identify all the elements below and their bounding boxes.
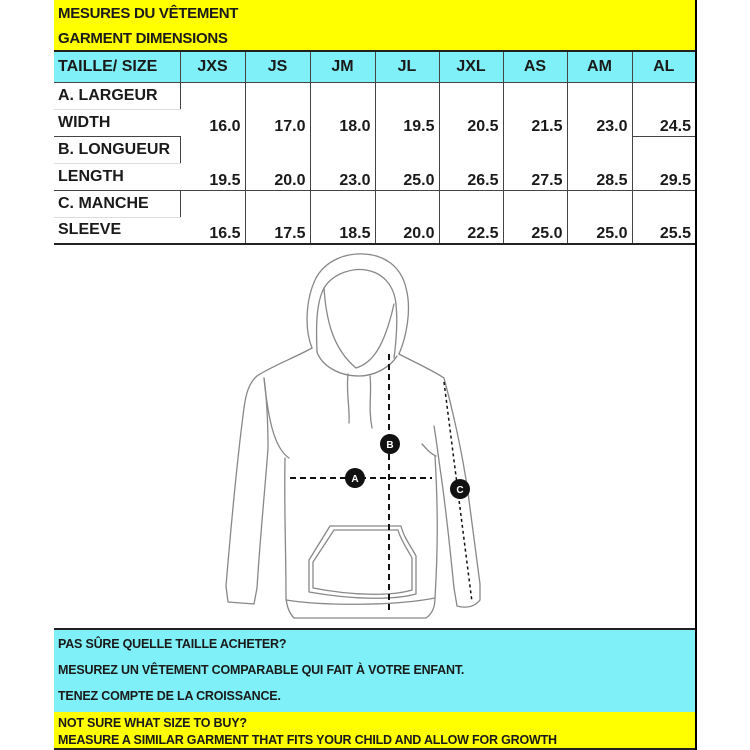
value-cell: 25.0 (567, 190, 632, 244)
value-cell: 16.5 (180, 190, 245, 244)
marker-b-label: B (386, 440, 394, 451)
header-size-label: TAILLE/ SIZE (54, 52, 180, 82)
value-cell: 17.0 (245, 82, 310, 136)
value-cell: 27.5 (503, 136, 567, 190)
value-cell: 23.0 (310, 136, 375, 190)
value-cell: 26.5 (439, 136, 503, 190)
size-chart (54, 0, 697, 750)
table-row-length-fr (54, 136, 695, 163)
note-french (54, 630, 695, 712)
header-size: JXL (439, 52, 503, 82)
row-label-en: WIDTH (54, 109, 180, 136)
value-cell: 29.5 (632, 136, 695, 190)
note-fr-line: TENEZ COMPTE DE LA CROISSANCE. (58, 689, 281, 703)
table-row-width-fr (54, 82, 695, 109)
table-header-row (54, 52, 695, 82)
value-cell: 17.5 (245, 190, 310, 244)
value-cell: 23.0 (567, 82, 632, 136)
title-french: MESURES DU VÊTEMENT (58, 5, 239, 22)
table-row-sleeve-fr (54, 190, 695, 217)
value-cell: 25.0 (375, 136, 439, 190)
row-label-en: SLEEVE (54, 217, 180, 244)
value-cell: 19.5 (375, 82, 439, 136)
note-fr-line: MESUREZ UN VÊTEMENT COMPARABLE QUI FAIT À VOTRE ENFANT. (58, 663, 465, 677)
header-size: JL (375, 52, 439, 82)
marker-c (450, 479, 470, 499)
value-cell: 18.0 (310, 82, 375, 136)
note-en-line: NOT SURE WHAT SIZE TO BUY? (58, 716, 247, 730)
value-cell: 16.0 (180, 82, 245, 136)
marker-a (345, 468, 365, 488)
header-size: AS (503, 52, 567, 82)
value-cell: 21.5 (503, 82, 567, 136)
note-en-line: MEASURE A SIMILAR GARMENT THAT FITS YOUR CHILD AND ALLOW FOR GROWTH (58, 733, 557, 747)
note-fr-line: PAS SÛRE QUELLE TAILLE ACHETER? (58, 637, 287, 651)
value-cell: 20.0 (245, 136, 310, 190)
note-english (54, 712, 695, 750)
row-label-fr: C. MANCHE (54, 190, 180, 217)
value-cell: 18.5 (310, 190, 375, 244)
marker-a-label: A (351, 474, 359, 485)
marker-c-label: C (456, 485, 464, 496)
value-cell: 20.0 (375, 190, 439, 244)
header-size: JXS (180, 52, 245, 82)
hoodie-diagram (54, 248, 695, 630)
row-label-en: LENGTH (54, 163, 180, 190)
value-cell: 25.0 (503, 190, 567, 244)
value-cell: 28.5 (567, 136, 632, 190)
header-size: AM (567, 52, 632, 82)
title-band (54, 0, 695, 52)
value-cell: 20.5 (439, 82, 503, 136)
hoodie-outline-icon (54, 248, 695, 628)
size-table (54, 52, 695, 245)
header-size: JM (310, 52, 375, 82)
value-cell: 22.5 (439, 190, 503, 244)
row-label-fr: B. LONGUEUR (54, 136, 180, 163)
title-english: GARMENT DIMENSIONS (58, 30, 228, 47)
header-size: AL (632, 52, 695, 82)
row-label-fr: A. LARGEUR (54, 82, 180, 109)
value-cell: 19.5 (180, 136, 245, 190)
value-cell: 24.5 (632, 82, 695, 136)
marker-b (380, 434, 400, 454)
header-size: JS (245, 52, 310, 82)
value-cell: 25.5 (632, 190, 695, 244)
